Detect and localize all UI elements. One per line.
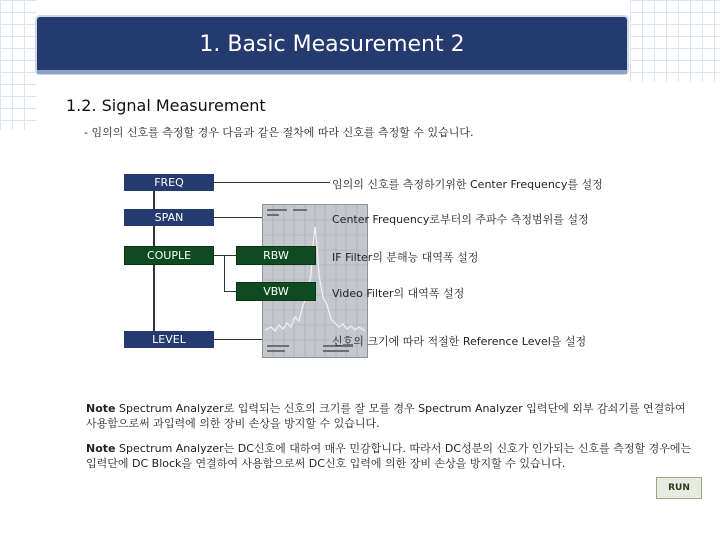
rbw-step-box[interactable]: RBW xyxy=(236,246,316,265)
title-bar xyxy=(37,17,627,73)
span-step-box[interactable]: SPAN xyxy=(124,209,214,226)
note-paragraph xyxy=(86,441,696,471)
note-text: Spectrum Analyzer는 DC신호에 대하여 매우 민감합니다. 따라서 DC성분의 신호가 인가되는 신호를 측정할 경우에는 입력단에 DC Block을 연결하여 사용함으로써 DC신호 입력에 의한 장비 손상을 방지할 수 있습니다. xyxy=(86,442,692,470)
note-paragraph xyxy=(86,401,696,431)
level-step-label: 신호의 크기에 따라 적절한 Reference Level을 설정 xyxy=(332,335,587,348)
vbw-step-box[interactable]: VBW xyxy=(236,282,316,301)
background-grid-left xyxy=(0,0,36,130)
section-heading: 1.2. Signal Measurement xyxy=(66,96,266,115)
note-text: Spectrum Analyzer로 입력되는 신호의 크기를 잘 모를 경우 Spectrum Analyzer 입력단에 외부 감쇠기를 연결하여 사용함으로써 과입력에 의한 장비 손상을 방지할 수 있습니다. xyxy=(86,402,686,430)
level-step-box[interactable]: LEVEL xyxy=(124,331,214,348)
section-description: - 임의의 신호를 측정할 경우 다음과 같은 절차에 따라 신호를 측정할 수 있습니다. xyxy=(84,126,474,139)
note-prefix: Note xyxy=(86,402,116,415)
rbw-step-label: IF Filter의 분해능 대역폭 설정 xyxy=(332,251,479,264)
flow-line-freq-label xyxy=(214,182,330,183)
span-step-label: Center Frequency로부터의 주파수 측정범위를 설정 xyxy=(332,213,589,226)
freq-step-label: 임의의 신호를 측정하기위한 Center Frequency를 설정 xyxy=(332,178,603,191)
flow-line-vbw-link xyxy=(224,291,236,292)
couple-step-box[interactable]: COUPLE xyxy=(124,246,214,265)
freq-step-box[interactable]: FREQ xyxy=(124,174,214,191)
note-prefix: Note xyxy=(86,442,116,455)
flow-line-couple-rbw xyxy=(214,255,236,256)
run-button[interactable]: RUN xyxy=(656,477,702,499)
page-title: 1. Basic Measurement 2 xyxy=(199,32,465,57)
flow-line-couple-branch xyxy=(224,255,225,292)
title-underline xyxy=(37,70,627,74)
vbw-step-label: Video Filter의 대역폭 설정 xyxy=(332,287,465,300)
